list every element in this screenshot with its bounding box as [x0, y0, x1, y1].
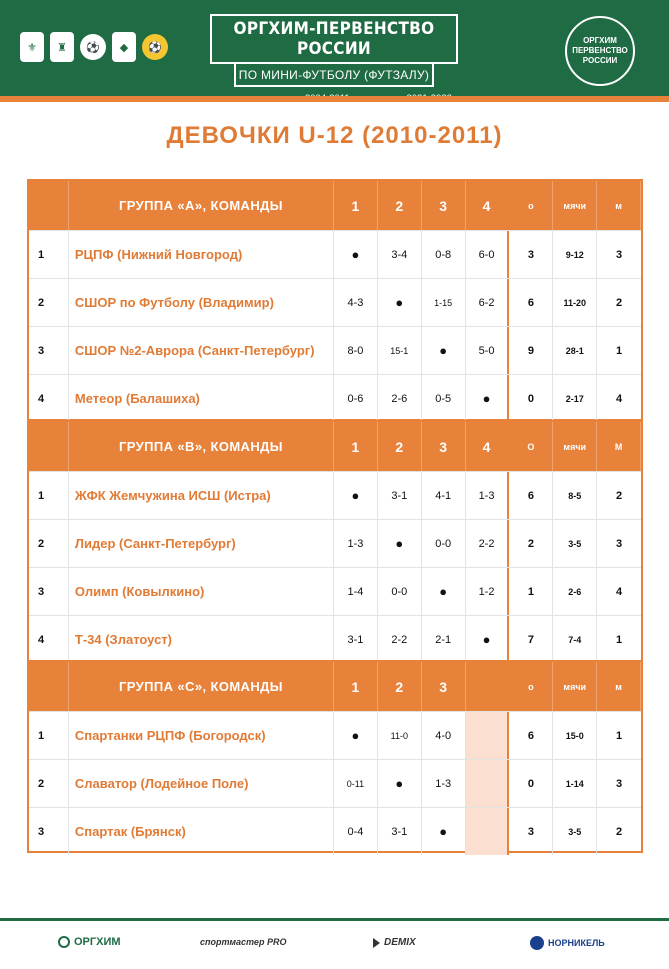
- result-cell: 0-4: [334, 808, 378, 855]
- empty-cell: [466, 760, 510, 807]
- points-cell: 3: [509, 231, 553, 278]
- row-index: 4: [29, 375, 69, 422]
- row-index: 1: [29, 712, 69, 759]
- result-cell: 1-3: [466, 472, 510, 519]
- goals-cell: 2-6: [553, 568, 597, 615]
- table-row: [29, 374, 641, 422]
- result-cell: 0-0: [422, 520, 466, 567]
- header-index: [29, 662, 69, 711]
- place-cell: 1: [616, 729, 623, 742]
- group-title: ГРУППА «В», КОМАНДЫ: [69, 422, 334, 471]
- col-header-goals: мячи: [553, 422, 597, 471]
- result-cell: 3-4: [378, 231, 422, 278]
- row-index: 2: [29, 520, 69, 567]
- points-cell: 9: [509, 327, 553, 374]
- tournament-title-main: ОРГХИМ-ПЕРВЕНСТВО РОССИИ: [210, 14, 458, 64]
- result-cell: 1-2: [466, 568, 510, 615]
- result-cell: 6-2: [466, 279, 510, 326]
- place-cell: 3: [616, 248, 623, 261]
- goals-cell: 7-4: [553, 616, 597, 663]
- team-name: Лидер (Санкт-Петербург): [69, 520, 334, 567]
- goals-cell: 3-5: [553, 808, 597, 855]
- team-name: РЦПФ (Нижний Новгород): [69, 231, 334, 278]
- header-index: [29, 181, 69, 230]
- table-row: [29, 807, 641, 855]
- result-cell: 1-3: [334, 520, 378, 567]
- result-cell: ●: [422, 808, 466, 855]
- result-cell: ●: [334, 472, 378, 519]
- col-header-empty: [466, 662, 510, 711]
- col-header-goals: мячи: [553, 181, 597, 230]
- group-a-table: [27, 179, 643, 421]
- sponsor-nornickel: [530, 936, 605, 950]
- result-cell: ●: [466, 616, 510, 663]
- result-cell: 0-6: [334, 375, 378, 422]
- table-row: [29, 230, 641, 278]
- table-row: [29, 615, 641, 663]
- goals-cell: 8-5: [553, 472, 597, 519]
- team-name: Т-34 (Златоуст): [69, 616, 334, 663]
- table-row: [29, 326, 641, 374]
- place-cell: 3: [616, 537, 623, 550]
- result-cell: 1-4: [334, 568, 378, 615]
- result-cell: 3-1: [334, 616, 378, 663]
- team-name: Славатор (Лодейное Поле): [69, 760, 334, 807]
- col-header-2: 2: [378, 181, 422, 230]
- team-name: ЖФК Жемчужина ИСШ (Истра): [69, 472, 334, 519]
- col-header-place: М: [597, 422, 641, 471]
- col-header-2: 2: [378, 422, 422, 471]
- result-cell: 2-1: [422, 616, 466, 663]
- result-cell: 0-5: [422, 375, 466, 422]
- row-index: 3: [29, 568, 69, 615]
- row-index: 1: [29, 472, 69, 519]
- header-stripe: [0, 96, 669, 102]
- col-header-1: 1: [334, 422, 378, 471]
- sponsor-sportmaster: [200, 937, 286, 947]
- result-cell: 0-11: [334, 760, 378, 807]
- points-cell: 6: [509, 712, 553, 759]
- col-header-3: 3: [422, 181, 466, 230]
- sponsor-label: DEMIX: [384, 937, 416, 948]
- col-header-place: м: [597, 181, 641, 230]
- points-cell: 6: [509, 279, 553, 326]
- tournament-title: [210, 14, 458, 104]
- league-shield-icon: ◆: [112, 32, 136, 62]
- table-row: [29, 519, 641, 567]
- goals-cell: 9-12: [553, 231, 597, 278]
- goals-cell: 1-14: [553, 760, 597, 807]
- result-cell: ●: [422, 327, 466, 374]
- col-header-points: О: [509, 422, 553, 471]
- col-header-1: 1: [334, 181, 378, 230]
- result-cell: 11-0: [378, 712, 422, 759]
- col-header-3: 3: [422, 422, 466, 471]
- team-name: Метеор (Балашиха): [69, 375, 334, 422]
- team-name: СШОР по Футболу (Владимир): [69, 279, 334, 326]
- points-cell: 6: [509, 472, 553, 519]
- table-row: [29, 711, 641, 759]
- team-name: Спартанки РЦПФ (Богородск): [69, 712, 334, 759]
- ball-logo-icon: ⚽: [142, 34, 168, 60]
- sponsor-label: спортмастер PRO: [200, 937, 287, 947]
- goals-cell: 3-5: [553, 520, 597, 567]
- place-cell: 4: [616, 585, 623, 598]
- result-cell: 1-15: [422, 279, 466, 326]
- coat-of-arms-icon: ⚜: [20, 32, 44, 62]
- points-cell: 0: [509, 375, 553, 422]
- emblem-text: ОРГХИМ ПЕРВЕНСТВО РОССИИ: [572, 36, 628, 65]
- col-header-points: о: [509, 181, 553, 230]
- place-cell: 2: [616, 825, 623, 838]
- group-b-table: [27, 420, 643, 662]
- empty-cell: [466, 712, 510, 759]
- goals-cell: 28-1: [553, 327, 597, 374]
- place-cell: 1: [616, 344, 623, 357]
- goals-cell: 15-0: [553, 712, 597, 759]
- col-header-4: 4: [466, 181, 510, 230]
- col-header-goals: мячи: [553, 662, 597, 711]
- page-title: ДЕВОЧКИ U-12 (2010-2011): [166, 122, 503, 149]
- federation-logo-icon: ⚽: [80, 34, 106, 60]
- result-cell: 2-2: [378, 616, 422, 663]
- table-header-row: [29, 662, 641, 711]
- result-cell: 6-0: [466, 231, 510, 278]
- place-cell: 1: [616, 633, 623, 646]
- nornickel-logo-icon: [530, 936, 544, 950]
- points-cell: 2: [509, 520, 553, 567]
- place-cell: 2: [616, 489, 623, 502]
- tournament-title-sub: ПО МИНИ-ФУТБОЛУ (ФУТЗАЛУ): [234, 64, 434, 87]
- table-header-row: [29, 422, 641, 471]
- tournament-emblem-icon: [565, 16, 635, 86]
- team-name: Спартак (Брянск): [69, 808, 334, 855]
- result-cell: ●: [378, 279, 422, 326]
- result-cell: 8-0: [334, 327, 378, 374]
- result-cell: 1-3: [422, 760, 466, 807]
- col-header-place: м: [597, 662, 641, 711]
- place-cell: 2: [616, 296, 623, 309]
- result-cell: 4-0: [422, 712, 466, 759]
- result-cell: ●: [334, 712, 378, 759]
- result-cell: 2-6: [378, 375, 422, 422]
- demix-logo-icon: [373, 938, 380, 948]
- col-header-1: 1: [334, 662, 378, 711]
- row-index: 4: [29, 616, 69, 663]
- sponsor-label: НОРНИКЕЛЬ: [548, 938, 605, 948]
- result-cell: ●: [466, 375, 510, 422]
- orgkhim-logo-icon: [58, 936, 70, 948]
- goals-cell: 2-17: [553, 375, 597, 422]
- group-title: ГРУППА «С», КОМАНДЫ: [69, 662, 334, 711]
- sponsor-label: ОРГХИМ: [74, 936, 121, 948]
- result-cell: 4-3: [334, 279, 378, 326]
- result-cell: 3-1: [378, 472, 422, 519]
- group-c-table: [27, 660, 643, 853]
- points-cell: 3: [509, 808, 553, 855]
- result-cell: ●: [378, 760, 422, 807]
- table-row: [29, 567, 641, 615]
- row-index: 1: [29, 231, 69, 278]
- col-header-2: 2: [378, 662, 422, 711]
- sponsor-orgkhim: [58, 936, 121, 948]
- points-cell: 7: [509, 616, 553, 663]
- header-banner: [0, 0, 669, 102]
- table-row: [29, 278, 641, 326]
- col-header-3: 3: [422, 662, 466, 711]
- sponsor-demix: [373, 937, 416, 948]
- result-cell: 3-1: [378, 808, 422, 855]
- points-cell: 1: [509, 568, 553, 615]
- table-row: [29, 759, 641, 807]
- result-cell: ●: [334, 231, 378, 278]
- row-index: 2: [29, 760, 69, 807]
- team-name: Олимп (Ковылкино): [69, 568, 334, 615]
- table-row: [29, 471, 641, 519]
- result-cell: 2-2: [466, 520, 510, 567]
- place-cell: 3: [616, 777, 623, 790]
- result-cell: 15-1: [378, 327, 422, 374]
- result-cell: 4-1: [422, 472, 466, 519]
- result-cell: ●: [422, 568, 466, 615]
- result-cell: ●: [378, 520, 422, 567]
- result-cell: 0-8: [422, 231, 466, 278]
- empty-cell: [466, 808, 510, 855]
- result-cell: 0-0: [378, 568, 422, 615]
- col-header-4: 4: [466, 422, 510, 471]
- table-header-row: [29, 181, 641, 230]
- goals-cell: 11-20: [553, 279, 597, 326]
- row-index: 3: [29, 327, 69, 374]
- col-header-points: о: [509, 662, 553, 711]
- points-cell: 0: [509, 760, 553, 807]
- place-cell: 4: [616, 392, 623, 405]
- ministry-emblem-icon: ♜: [50, 32, 74, 62]
- footer-divider: [0, 918, 669, 921]
- header-index: [29, 422, 69, 471]
- group-title: ГРУППА «А», КОМАНДЫ: [69, 181, 334, 230]
- row-index: 2: [29, 279, 69, 326]
- row-index: 3: [29, 808, 69, 855]
- partner-logos: [20, 32, 168, 62]
- result-cell: 5-0: [466, 327, 510, 374]
- team-name: СШОР №2-Аврора (Санкт-Петербург): [69, 327, 334, 374]
